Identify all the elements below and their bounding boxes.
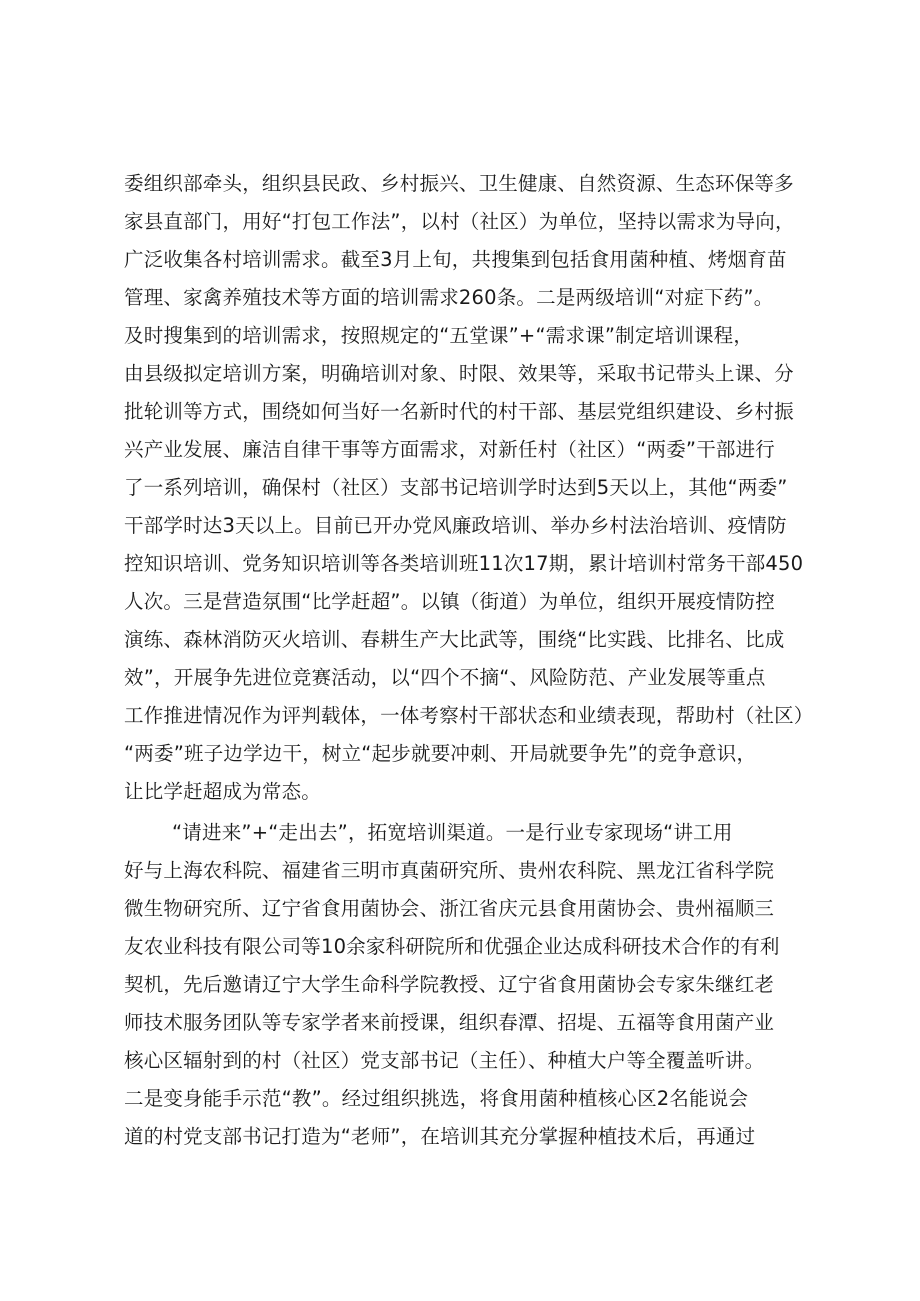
text-line: 效”，开展争先进位竞赛活动，以“四个不摘“、风险防范、产业发展等重点 — [124, 666, 766, 689]
text-line: 二是变身能手示范“教”。经过组织挑选，将食用菌种植核心区2名能说会 — [124, 1087, 749, 1110]
text-line: 工作推进情况作为评判载体，一体考察村干部状态和业绩表现，帮助村（社区） — [124, 704, 814, 727]
text-line: 家县直部门，用好“打包工作法”，以村（社区）为单位，坚持以需求为导向， — [124, 210, 795, 233]
text-line: 了一系列培训，确保村（社区）支部书记培训学时达到5天以上，其他“两委” — [124, 476, 788, 499]
text-line: “两委”班子边学边干，树立“起步就要冲刺、开局就要争先”的竞争意识， — [124, 742, 757, 765]
text-line: 微生物研究所、辽宁省食用菌协会、浙江省庆元县食用菌协会、贵州福顺三 — [124, 897, 775, 920]
text-line: 管理、家禽养殖技术等方面的培训需求260条。二是两级培训“对症下药”。 — [124, 286, 774, 309]
text-line: 委组织部牵头，组织县民政、乡村振兴、卫生健康、自然资源、生态环保等多 — [124, 172, 794, 195]
text-line: 让比学赶超成为常态。 — [124, 780, 322, 803]
text-line: 师技术服务团队等专家学者来前授课，组织春潭、招堤、五福等食用菌产业 — [124, 1011, 775, 1034]
paragraph-first-line: “请进来”+“走出去”，拓宽培训渠道。一是行业专家现场“讲工用 — [172, 821, 733, 844]
text-line: 核心区辐射到的村（社区）党支部书记（主任）、种植大户等全覆盖听讲。 — [124, 1049, 765, 1072]
text-line: 批轮训等方式，围绕如何当好一名新时代的村干部、基层党组织建设、乡村振 — [124, 400, 794, 423]
text-line: 道的村党支部书记打造为“老师”，在培训其充分掌握种植技术后，再通过 — [124, 1125, 756, 1148]
text-line: 友农业科技有限公司等10余家科研院所和优强企业达成科研技术合作的有利 — [124, 935, 780, 958]
text-line: 好与上海农科院、福建省三明市真菌研究所、贵州农科院、黑龙江省科学院 — [124, 859, 775, 882]
text-line: 契机，先后邀请辽宁大学生命科学院教授、辽宁省食用菌协会专家朱继红老 — [124, 973, 775, 996]
text-line: 由县级拟定培训方案，明确培训对象、时限、效果等，采取书记带头上课、分 — [124, 362, 794, 385]
text-line: 及时搜集到的培训需求，按照规定的“五堂课”+“需求课”制定培训课程， — [124, 324, 754, 347]
text-line: 干部学时达3天以上。目前已开办党风廉政培训、举办乡村法治培训、疫情防 — [124, 514, 787, 537]
text-line: 演练、森林消防灭火培训、春耕生产大比武等，围绕“比实践、比排名、比成 — [124, 628, 785, 651]
text-line: 控知识培训、党务知识培训等各类培训班11次17期，累计培训村常务干部450 — [124, 552, 804, 575]
text-line: 兴产业发展、廉洁自律干事等方面需求，对新任村（社区）“两委”干部进行 — [124, 438, 776, 461]
text-line: 人次。三是营造氛围“比学赶超”。以镇（街道）为单位，组织开展疫情防控 — [124, 590, 776, 613]
text-line: 广泛收集各村培训需求。截至3月上旬，共搜集到包括食用菌种植、烤烟育苗 — [124, 248, 787, 271]
